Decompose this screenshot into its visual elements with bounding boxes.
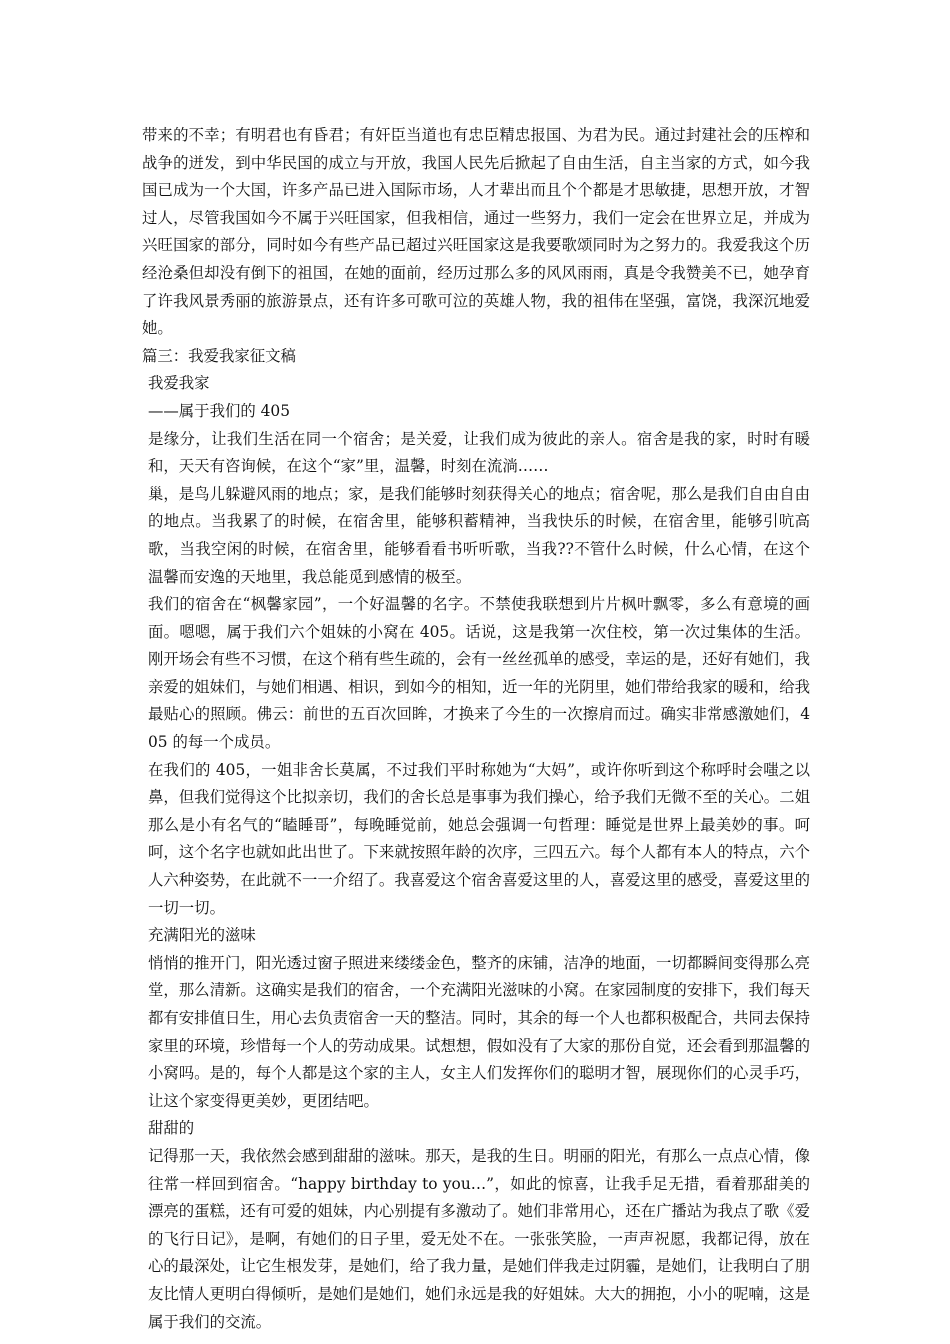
essay-subtitle: ——属于我们的 405	[148, 401, 291, 420]
paragraph: 悄悄的推开门，阳光透过窗子照进来缕缕金色，整齐的床铺，洁净的地面，一切都瞬间变得那么亮堂，那么清新。这确实是我们的宿舍，一个充满阳光滋味的小窝。在家园制度的安排下，我们每天都有安排值日生，用心去负责宿舍一天的整洁。同时，其余的每一个人也都积极配合，共同去保持家里的环境，珍惜每一个人的劳动成果。试想想，假如没有了大家的那份自觉，还会看到那温馨的小窝吗。是的，每个人都是这个家的主人，女主人们发挥你们的聪明才智，展现你们的心灵手巧，让这个家变得更美妙，更团结吧。	[148, 953, 810, 1110]
paragraph: 在我们的 405，一姐非舍长莫属，不过我们平时称她为“大妈”，或许你听到这个称呼时会嗤之以鼻，但我们觉得这个比拟亲切，我们的舍长总是事事为我们操心，给予我们无微不至的关心。二姐那么是小有名气的“瞌睡哥”，每晚睡觉前，她总会强调一句哲理：睡觉是世界上最美妙的事。呵呵，这个名字也就如此出世了。下来就按照年龄的次序，三四五六。每个人都有本人的特点，六个人六种姿势，在此就不一一介绍了。我喜爱这个宿舍喜爱这里的人，喜爱这里的感受，喜爱这里的一切一切。	[148, 760, 810, 917]
paragraph: 是缘分，让我们生活在同一个宿舍；是关爱，让我们成为彼此的亲人。宿舍是我的家，时时有暖和，天天有咨询候，在这个“家”里，温馨，时刻在流淌……	[148, 429, 810, 476]
essay-title: 我爱我家	[148, 374, 210, 393]
paragraph: 带来的不幸；有明君也有昏君；有奸臣当道也有忠臣精忠报国、为君为民。通过封建社会的压榨和战争的迸发，到中华民国的成立与开放，我国人民先后掀起了自由生活，自主当家的方式，如今我国已成为一个大国，许多产品已进入国际市场，人才辈出而且个个都是才思敏捷，思想开放，才智过人，尽管我国如今不属于兴旺国家，但我相信，通过一些努力，我们一定会在世界立足，并成为兴旺国家的部分，同时如今有些产品已超过兴旺国家这是我要歌颂同时为之努力的。我爱我这个历经沧桑但却没有倒下的祖国，在她的面前，经历过那么多的风风雨雨，真是令我赞美不已，她孕育了许我风景秀丽的旅游景点，还有许多可歌可泣的英雄人物，我的祖伟在坚强，富饶，我深沉地爱她。	[142, 126, 810, 338]
paragraph: 我们的宿舍在“枫馨家园”，一个好温馨的名字。不禁使我联想到片片枫叶飘零，多么有意境的画面。嗯嗯，属于我们六个姐妹的小窝在 405。话说，这是我第一次住校，第一次过集体的生活。刚开场会有些不习惯，在这个稍有些生疏的，会有一丝丝孤单的感受，幸运的是，还好有她们，我亲爱的姐妹们，与她们相遇、相识，到如今的相知，近一年的光阴里，她们带给我家的暖和，给我最贴心的照顾。佛云：前世的五百次回眸，才换来了今生的一次擦肩而过。确实非常感激她们，405 的每一个成员。	[148, 595, 810, 752]
paragraph: 巢，是鸟儿躲避风雨的地点；家，是我们能够时刻获得关心的地点；宿舍呢，那么是我们自由自由的地点。当我累了的时候，在宿舍里，能够积蓄精神，当我快乐的时候，在宿舍里，能够引吭高歌，当我空闲的时候，在宿舍里，能够看看书听听歌，当我??不管什么时候，什么心情，在这个温馨而安逸的天地里，我总能觅到感情的极至。	[148, 484, 810, 586]
subsection-heading: 甜甜的	[148, 1119, 195, 1138]
paragraph: 记得那一天，我依然会感到甜甜的滋味。那天，是我的生日。明丽的阳光，有那么一点点心情，像往常一样回到宿舍。“happy birthday to you…”，如此的惊喜，让我手足无措，看着那甜美的漂亮的蛋糕，还有可爱的姐妹，内心别提有多激动了。她们非常用心，还在广播站为我点了歌《爱的飞行日记》，是啊，有她们的日子里，爱无处不在。一张张笑脸，一声声祝愿，我都记得，放在心的最深处，让它生根发芽，是她们，给了我力量，是她们伴我走过阴霾，是她们，让我明白了朋友比情人更明白得倾听，是她们是她们，她们永远是我的好姐妹。大大的拥抱，小小的呢喃，这是属于我们的交流。	[148, 1146, 810, 1331]
document-body	[142, 122, 810, 1336]
subsection-heading: 充满阳光的滋味	[148, 926, 256, 945]
section-heading: 篇三：我爱我家征文稿	[142, 346, 296, 365]
